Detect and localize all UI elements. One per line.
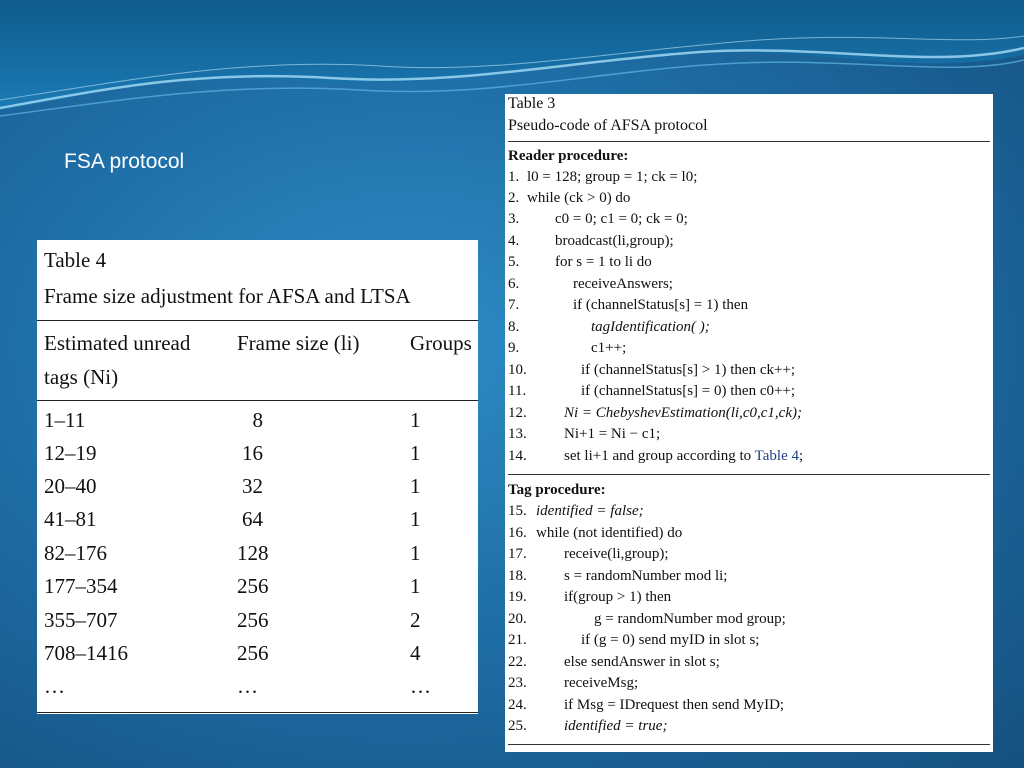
line-number: 20. — [508, 611, 527, 627]
line-number: 6. — [508, 276, 520, 292]
table-row — [37, 641, 478, 674]
line-code: if (channelStatus[s] = 0) then c0++; — [581, 383, 796, 399]
line-number: 19. — [508, 589, 527, 605]
line-code: tagIdentification( ); — [591, 319, 710, 335]
line-number: 9. — [508, 340, 520, 356]
code-line — [505, 276, 993, 297]
code-line — [505, 568, 993, 589]
line-number: 10. — [508, 362, 527, 378]
code-line — [505, 503, 993, 524]
code-line — [505, 589, 993, 610]
table-row — [37, 408, 478, 441]
line-code: Ni = ChebyshevEstimation(li,c0,c1,ck); — [564, 405, 802, 421]
cell-groups: 4 — [410, 641, 421, 665]
code-line — [505, 611, 993, 632]
table-row — [37, 474, 478, 507]
code-line — [505, 525, 993, 546]
table4-panel — [37, 240, 478, 714]
cell-frame: 128 — [237, 541, 269, 565]
tag-procedure-heading: Tag procedure: — [508, 482, 606, 498]
cell-tags: 177–354 — [44, 574, 118, 598]
line-code: if(group > 1) then — [564, 589, 672, 605]
code-line — [505, 340, 993, 361]
code-line — [505, 362, 993, 383]
table4-caption-title: Frame size adjustment for AFSA and LTSA — [44, 284, 411, 308]
line-code: while (ck > 0) do — [527, 190, 631, 206]
cell-tags: 355–707 — [44, 608, 118, 632]
line-code: l0 = 128; group = 1; ck = l0; — [527, 169, 698, 185]
table4-bottom-rule — [37, 712, 478, 713]
line-number: 17. — [508, 546, 527, 562]
line-code: receiveAnswers; — [573, 276, 673, 292]
line-code: g = randomNumber mod group; — [594, 611, 786, 627]
cell-frame: 64 — [242, 507, 263, 531]
line-number: 25. — [508, 718, 527, 734]
line-number: 3. — [508, 211, 520, 227]
cell-frame: 32 — [242, 474, 263, 498]
code-line — [505, 233, 993, 254]
line-number: 15. — [508, 503, 527, 519]
line-code: set li+1 and group according to — [564, 448, 752, 464]
line-code: identified = true; — [564, 718, 668, 734]
cell-frame: 256 — [237, 574, 269, 598]
table3-top-rule — [508, 141, 990, 142]
table-row — [37, 674, 478, 707]
line-number: 8. — [508, 319, 520, 335]
cell-tags: … — [44, 674, 65, 698]
line-number: 13. — [508, 426, 527, 442]
table4-top-rule — [37, 320, 478, 321]
table4-header-groups: Groups — [410, 331, 472, 355]
table3-bottom-rule — [508, 744, 990, 745]
code-line — [505, 697, 993, 718]
line-code: c0 = 0; c1 = 0; ck = 0; — [555, 211, 688, 227]
line-number: 1. — [508, 169, 520, 185]
line-code: identified = false; — [536, 503, 644, 519]
cell-groups: 1 — [410, 474, 421, 498]
line-number: 4. — [508, 233, 520, 249]
cell-groups: 2 — [410, 608, 421, 632]
code-line — [505, 254, 993, 275]
line-number: 21. — [508, 632, 527, 648]
line-number: 16. — [508, 525, 527, 541]
line-number: 2. — [508, 190, 520, 206]
cell-frame: … — [237, 674, 258, 698]
table4-header-tags-line1: Estimated unread — [44, 331, 191, 355]
table4-header-frame: Frame size (li) — [237, 331, 360, 355]
line-code: for s = 1 to li do — [555, 254, 652, 270]
line-number: 5. — [508, 254, 520, 270]
table4-caption-number: Table 4 — [44, 248, 107, 272]
table4-header-tags-line2: tags (Ni) — [44, 365, 119, 389]
line-code-tail: ; — [799, 448, 804, 464]
table-row — [37, 541, 478, 574]
cell-tags: 20–40 — [44, 474, 97, 498]
code-line — [505, 718, 993, 739]
table3-panel — [505, 94, 993, 752]
cell-tags: 82–176 — [44, 541, 107, 565]
cell-groups: 1 — [410, 408, 421, 432]
line-code: broadcast(li,group); — [555, 233, 674, 249]
line-code: s = randomNumber mod li; — [564, 568, 728, 584]
code-line — [505, 169, 993, 190]
line-code: Ni+1 = Ni − c1; — [564, 426, 661, 442]
line-number: 22. — [508, 654, 527, 670]
cell-groups: 1 — [410, 441, 421, 465]
line-number: 11. — [508, 383, 527, 399]
line-code: receiveMsg; — [564, 675, 639, 691]
table-row — [37, 574, 478, 607]
cell-groups: 1 — [410, 574, 421, 598]
line-code: if (channelStatus[s] > 1) then ck++; — [581, 362, 796, 378]
table4-header-rule — [37, 400, 478, 401]
code-line — [505, 211, 993, 232]
line-number: 14. — [508, 448, 527, 464]
code-line — [505, 405, 993, 426]
cell-tags: 708–1416 — [44, 641, 128, 665]
table3-caption-title: Pseudo-code of AFSA protocol — [508, 117, 708, 134]
cell-groups: … — [410, 674, 431, 698]
line-number: 7. — [508, 297, 520, 313]
line-number: 23. — [508, 675, 527, 691]
cell-groups: 1 — [410, 541, 421, 565]
code-line — [505, 297, 993, 318]
code-line — [505, 426, 993, 447]
cell-tags: 1–11 — [44, 408, 86, 432]
cell-tags: 12–19 — [44, 441, 97, 465]
code-line — [505, 448, 993, 469]
cell-frame: 256 — [237, 641, 269, 665]
line-code: receive(li,group); — [564, 546, 669, 562]
table4-link[interactable]: Table 4 — [754, 448, 800, 464]
line-code: if (channelStatus[s] = 1) then — [573, 297, 749, 313]
line-code: while (not identified) do — [536, 525, 683, 541]
slide-title: FSA protocol — [64, 150, 185, 173]
cell-tags: 41–81 — [44, 507, 97, 531]
code-line — [505, 546, 993, 567]
line-number: 18. — [508, 568, 527, 584]
line-code: else sendAnswer in slot s; — [564, 654, 720, 670]
code-line — [505, 383, 993, 404]
cell-frame: 16 — [242, 441, 263, 465]
table-row — [37, 608, 478, 641]
line-number: 12. — [508, 405, 527, 421]
code-line — [505, 190, 993, 211]
line-number: 24. — [508, 697, 527, 713]
table3-caption-number: Table 3 — [508, 95, 556, 112]
line-code: if Msg = IDrequest then send MyID; — [564, 697, 785, 713]
line-code: if (g = 0) send myID in slot s; — [581, 632, 760, 648]
cell-groups: 1 — [410, 507, 421, 531]
table-row — [37, 441, 478, 474]
cell-frame: 256 — [237, 608, 269, 632]
cell-frame: 8 — [252, 408, 263, 432]
code-line — [505, 654, 993, 675]
code-line — [505, 319, 993, 340]
code-line — [505, 675, 993, 696]
line-code: c1++; — [591, 340, 627, 356]
code-line — [505, 632, 993, 653]
section-divider — [508, 474, 990, 475]
reader-procedure-heading: Reader procedure: — [508, 148, 629, 164]
table-row — [37, 507, 478, 540]
